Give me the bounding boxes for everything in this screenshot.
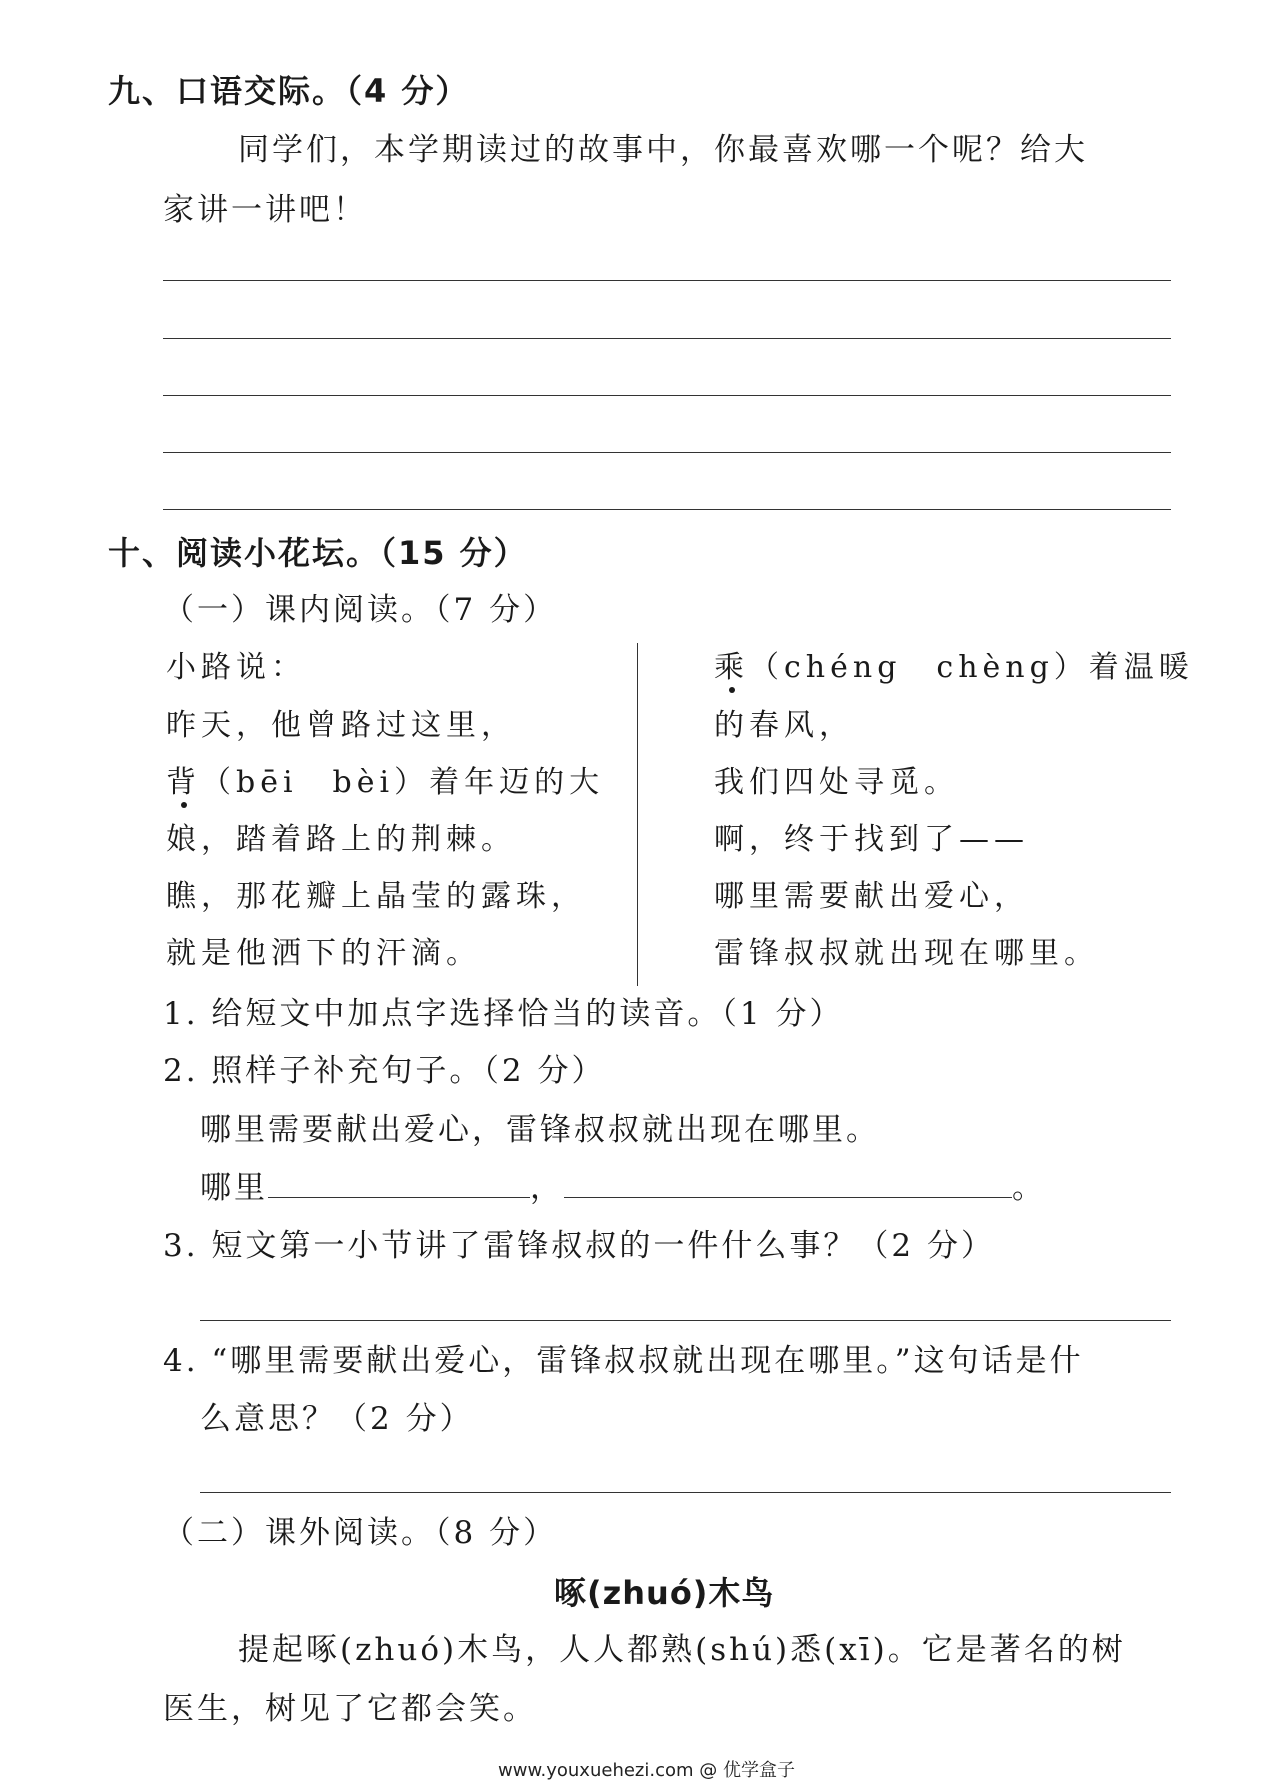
question-4-answer-line[interactable] <box>200 1492 1171 1493</box>
article-para-line2: 医生，树见了它都会笑。 <box>163 1691 537 1727</box>
answer-line-2[interactable] <box>163 338 1171 339</box>
article-title: 啄(zhuó)木鸟 <box>554 1574 775 1612</box>
poem-left-line-3: 背（bēi bèi）着年迈的大 <box>166 765 605 800</box>
poem-right-line-4: 啊，终于找到了—— <box>714 822 1029 857</box>
question-2-example: 哪里需要献出爱心，雷锋叔叔就出现在哪里。 <box>200 1112 880 1148</box>
question-2-fill-row <box>200 1162 1046 1207</box>
section-9-heading: 九、口语交际。（4 分） <box>108 72 470 110</box>
fill-comma: ， <box>530 1170 564 1206</box>
question-2: 2. 照样子补充句子。（2 分） <box>163 1053 606 1089</box>
fill-blank-1[interactable] <box>268 1167 530 1198</box>
fill-start-text: 哪里 <box>200 1170 268 1206</box>
poem-column-divider <box>637 643 638 986</box>
emphasis-dot-bei <box>181 802 187 808</box>
answer-line-3[interactable] <box>163 395 1171 396</box>
section-10-heading: 十、阅读小花坛。（15 分） <box>108 534 528 572</box>
poem-right-line-1: 乘（chéng chèng）着温暖 <box>714 650 1194 685</box>
question-4-line2: 么意思？（2 分） <box>200 1401 474 1437</box>
answer-line-1[interactable] <box>163 280 1171 281</box>
question-4-line1: 4. “哪里需要献出爱心，雷锋叔叔就出现在哪里。”这句话是什 <box>163 1343 1084 1379</box>
poem-left-line-1: 小路说： <box>166 650 306 685</box>
poem-left-line-6: 就是他洒下的汗滴。 <box>166 936 481 971</box>
question-3-answer-line[interactable] <box>200 1320 1171 1321</box>
poem-right-line-6: 雷锋叔叔就出现在哪里。 <box>714 936 1099 971</box>
section-9-prompt-line2: 家讲一讲吧！ <box>163 192 367 228</box>
answer-line-4[interactable] <box>163 452 1171 453</box>
part-1-heading: （一）课内阅读。（7 分） <box>163 592 558 628</box>
poem-right-line-3: 我们四处寻觅。 <box>714 765 959 800</box>
fill-blank-2[interactable] <box>564 1167 1012 1198</box>
poem-right-line-2: 的春风， <box>714 708 854 743</box>
answer-line-5[interactable] <box>163 509 1171 510</box>
footer-watermark: www.youxuehezi.com @ 优学盒子 <box>498 1760 795 1781</box>
emphasis-dot-cheng <box>729 687 735 693</box>
article-para-line1: 提起啄(zhuó)木鸟，人人都熟(shú)悉(xī)。它是著名的树 <box>238 1632 1126 1668</box>
question-3: 3. 短文第一小节讲了雷锋叔叔的一件什么事？（2 分） <box>163 1228 996 1264</box>
poem-left-line-5: 瞧，那花瓣上晶莹的露珠， <box>166 879 586 914</box>
poem-left-line-4: 娘，踏着路上的荆棘。 <box>166 822 516 857</box>
section-9-prompt-line1: 同学们，本学期读过的故事中，你最喜欢哪一个呢？给大 <box>238 132 1088 168</box>
part-2-heading: （二）课外阅读。（8 分） <box>163 1515 558 1551</box>
fill-end-period: 。 <box>1012 1170 1046 1206</box>
poem-right-line-5: 哪里需要献出爱心， <box>714 879 1029 914</box>
poem-left-line-2: 昨天，他曾路过这里， <box>166 708 516 743</box>
question-1: 1. 给短文中加点字选择恰当的读音。（1 分） <box>163 996 844 1032</box>
